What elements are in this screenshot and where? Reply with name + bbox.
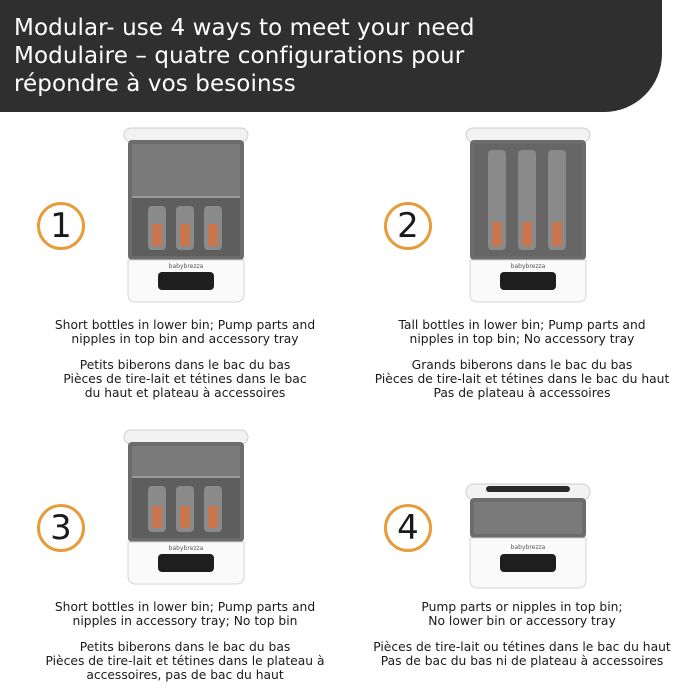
- caption-en-3a: Short bottles in lower bin; Pump parts and: [54, 600, 316, 614]
- caption-en-3b: nipples in accessory tray; No top bin: [72, 614, 298, 628]
- caption-fr-1a: Petits biberons dans le bac du bas: [79, 358, 291, 372]
- caption-en-2b: nipples in top bin; No accessory tray: [409, 332, 635, 346]
- caption-en-1b: nipples in top bin and accessory tray: [71, 332, 299, 346]
- header-line-2: Modulaire – quatre configurations pour: [14, 43, 465, 69]
- caption-fr-2c: Pas de plateau à accessoires: [433, 386, 611, 400]
- step-number-2: 2: [384, 202, 432, 250]
- header-line-1: Modular- use 4 ways to meet your need: [14, 15, 475, 41]
- caption-4: [372, 600, 672, 668]
- sterilizer-device-2: [460, 126, 596, 306]
- caption-2: [372, 318, 672, 400]
- sterilizer-device-4: [460, 482, 596, 592]
- caption-fr-3b: Pièces de tire-lait et tétines dans le plateau à: [45, 654, 325, 668]
- brand-label-4: babybrezza: [510, 544, 546, 551]
- caption-en-2a: Tall bottles in lower bin; Pump parts and: [398, 318, 646, 332]
- caption-fr-1c: du haut et plateau à accessoires: [84, 386, 286, 400]
- caption-fr-4b: Pas de bac du bas ni de plateau à accessoires: [380, 654, 664, 668]
- caption-en-4b: No lower bin or accessory tray: [428, 614, 616, 628]
- sterilizer-device-1: [118, 126, 254, 306]
- sterilizer-device-3: [118, 428, 254, 588]
- brand-label-2: babybrezza: [510, 263, 546, 270]
- header-title: [14, 14, 475, 98]
- caption-fr-3c: accessoires, pas de bac du haut: [86, 668, 284, 682]
- caption-1: [35, 318, 335, 400]
- step-number-4: 4: [384, 504, 432, 552]
- step-number-1: 1: [37, 202, 85, 250]
- brand-label-1: babybrezza: [168, 263, 204, 270]
- step-number-3: 3: [37, 504, 85, 552]
- caption-fr-1b: Pièces de tire-lait et tétines dans le bac: [63, 372, 307, 386]
- header-banner: [0, 0, 700, 112]
- caption-en-4a: Pump parts or nipples in top bin;: [421, 600, 623, 614]
- caption-en-1a: Short bottles in lower bin; Pump parts and: [54, 318, 316, 332]
- caption-fr-2b: Pièces de tire-lait et tétines dans le bac du haut: [374, 372, 670, 386]
- caption-3: [35, 600, 335, 682]
- header-line-3: répondre à vos besoinss: [14, 71, 296, 97]
- brand-label-3: babybrezza: [168, 545, 204, 552]
- caption-fr-4a: Pièces de tire-lait ou tétines dans le bac du haut: [373, 640, 671, 654]
- caption-fr-2a: Grands biberons dans le bac du bas: [411, 358, 633, 372]
- caption-fr-3a: Petits biberons dans le bac du bas: [79, 640, 291, 654]
